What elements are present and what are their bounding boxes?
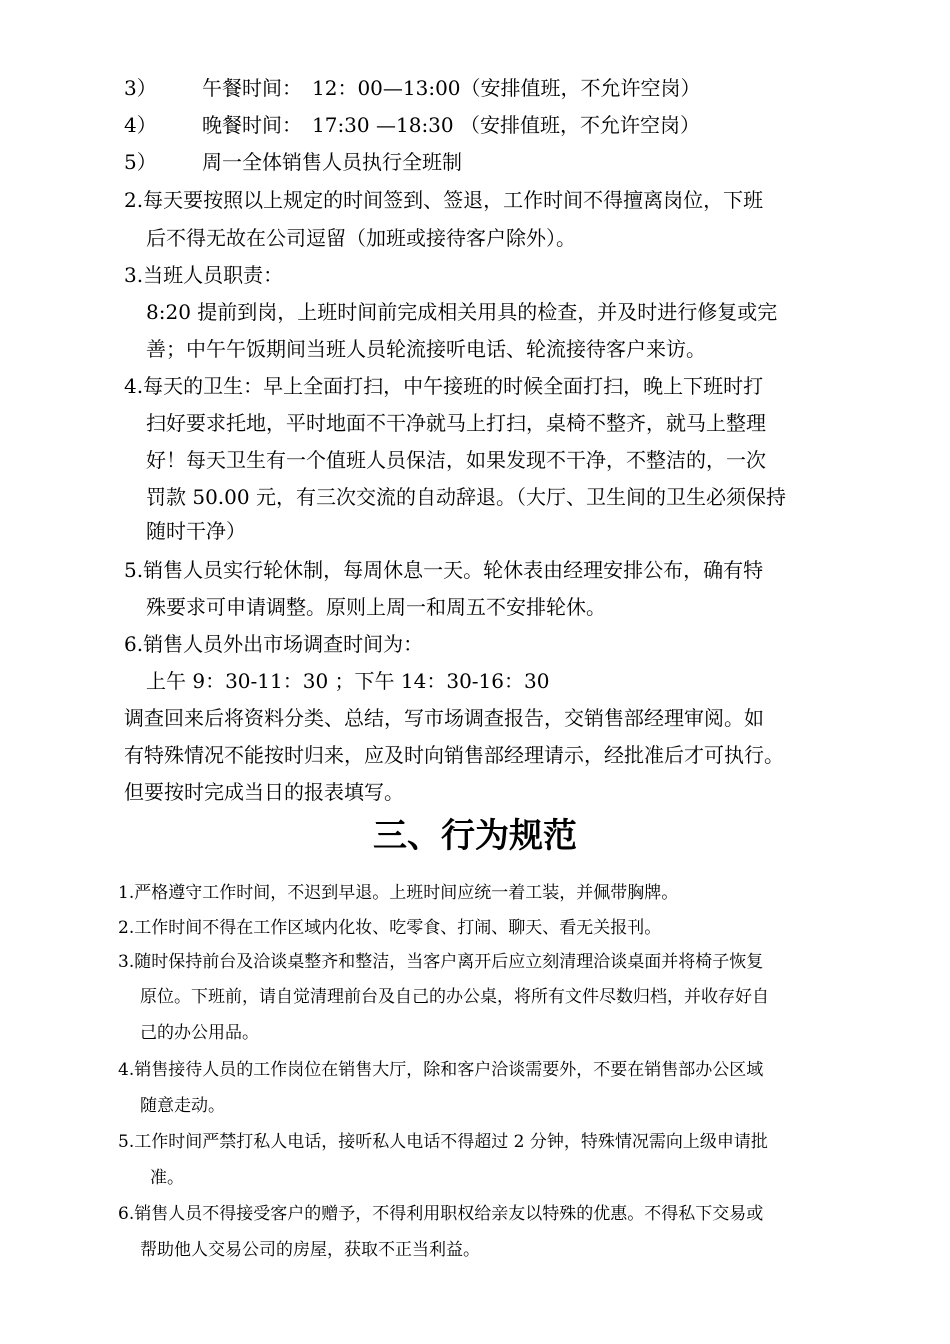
paragraph-line: 上午 9：30-11：30 ；下午 14：30-16：30: [146, 669, 550, 693]
paragraph-line: 善；中午午饭期间当班人员轮流接听电话、轮流接待客户来访。: [146, 337, 706, 361]
paragraph-line: 罚款 50.00 元，有三次交流的自动辞退。（大厅、卫生间的卫生必须保持: [146, 485, 786, 509]
list-item-dinner: [124, 111, 700, 139]
rule-line: 4.销售接待人员的工作岗位在销售大厅，除和客户洽谈需要外，不要在销售部办公区域: [118, 1060, 764, 1080]
list-item-text: 周一全体销售人员执行全班制: [202, 150, 462, 174]
sub-item-number: 5）: [124, 150, 157, 174]
paragraph-line: 调查回来后将资料分类、总结，写市场调查报告，交销售部经理审阅。如: [124, 706, 764, 730]
rule-line: 原位。下班前，请自觉清理前台及自己的办公桌，将所有文件尽数归档，并收存好自: [140, 987, 769, 1007]
paragraph-line: 8:20 提前到岗，上班时间前完成相关用具的检查，并及时进行修复或完: [146, 300, 778, 324]
paragraph-line: 有特殊情况不能按时归来，应及时向销售部经理请示，经批准后才可执行。: [124, 743, 784, 767]
paragraph-line: 5.销售人员实行轮休制，每周休息一天。轮休表由经理安排公布，确有特: [124, 558, 764, 582]
paragraph-line: 4.每天的卫生：早上全面打扫，中午接班的时候全面打扫，晚上下班时打: [124, 374, 764, 398]
section-heading: 三、行为规范: [373, 816, 577, 856]
rule-line: 6.销售人员不得接受客户的赠予，不得利用职权给亲友以特殊的优惠。不得私下交易或: [118, 1204, 764, 1224]
list-item-text: 晚餐时间： 17:30 —18:30 （安排值班，不允许空岗）: [202, 113, 700, 137]
rule-line: 帮助他人交易公司的房屋，获取不正当利益。: [140, 1240, 480, 1260]
rule-line: 准。: [150, 1168, 184, 1188]
sub-item-number: 4）: [124, 113, 157, 137]
paragraph-line: 随时干净）: [146, 519, 246, 543]
paragraph-line: 后不得无故在公司逗留（加班或接待客户除外）。: [146, 226, 576, 250]
rule-line: 1.严格遵守工作时间，不迟到早退。上班时间应统一着工装，并佩带胸牌。: [118, 883, 679, 903]
rule-line: 5.工作时间严禁打私人电话，接听私人电话不得超过 2 分钟，特殊情况需向上级申请批: [118, 1132, 768, 1152]
paragraph-line: 扫好要求托地，平时地面不干净就马上打扫，桌椅不整齐，就马上整理: [146, 411, 766, 435]
paragraph-line: 好！每天卫生有一个值班人员保洁，如果发现不干净，不整洁的，一次: [146, 448, 766, 472]
sub-item-number: 3）: [124, 76, 157, 100]
list-item-monday: [124, 148, 462, 176]
list-item-lunch: [124, 74, 701, 102]
paragraph-line: 殊要求可申请调整。原则上周一和周五不安排轮休。: [146, 595, 606, 619]
rule-line: 己的办公用品。: [140, 1023, 259, 1043]
list-item-text: 午餐时间： 12：00—13:00（安排值班，不允许空岗）: [202, 76, 701, 100]
rule-line: 3.随时保持前台及洽谈桌整齐和整洁，当客户离开后应立刻清理洽谈桌面并将椅子恢复: [118, 952, 764, 972]
rule-line: 2.工作时间不得在工作区域内化妆、吃零食、打闹、聊天、看无关报刊。: [118, 918, 662, 938]
paragraph-line: 6.销售人员外出市场调查时间为：: [124, 632, 424, 656]
paragraph-line: 2.每天要按照以上规定的时间签到、签退，工作时间不得擅离岗位，下班: [124, 188, 764, 212]
paragraph-line: 3.当班人员职责：: [124, 263, 284, 287]
paragraph-line: 但要按时完成当日的报表填写。: [124, 780, 404, 804]
rule-line: 随意走动。: [140, 1096, 225, 1116]
